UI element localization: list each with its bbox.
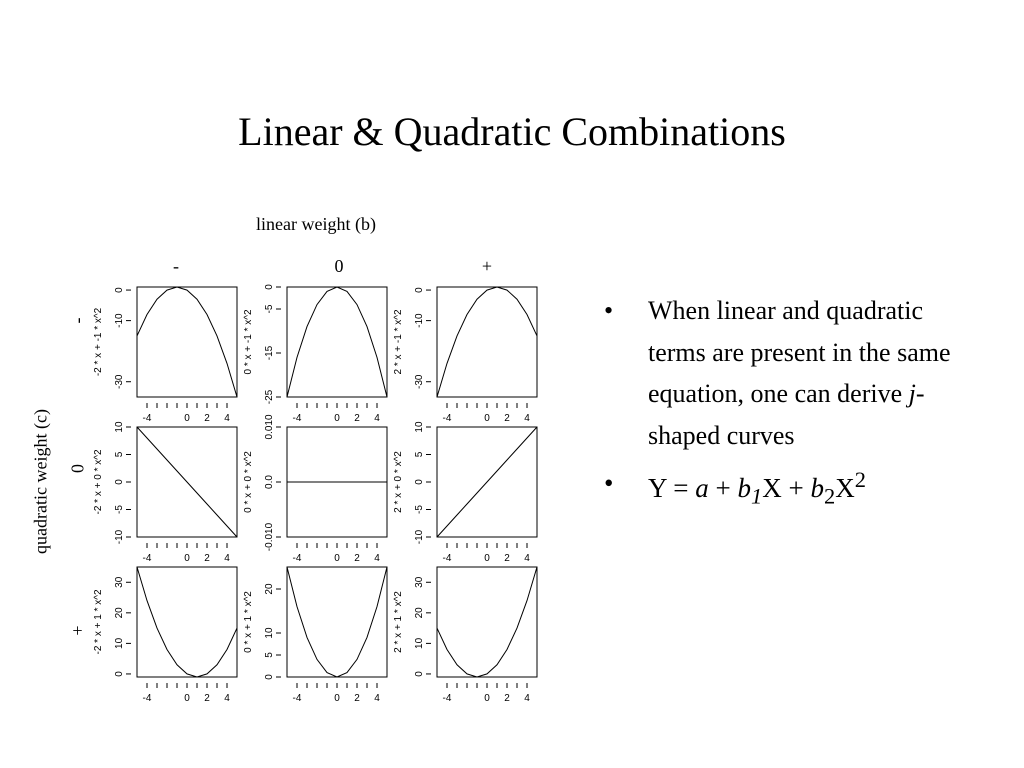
x-tick-label: 2	[204, 693, 210, 704]
x-tick-label: -4	[442, 693, 452, 704]
x-tick-label: 0	[484, 553, 490, 564]
y-tick-label: -25	[264, 389, 275, 405]
eq-b1: b	[737, 473, 751, 504]
y-tick-label: -5	[264, 304, 275, 314]
y-tick-label: 0	[114, 671, 125, 677]
series-line	[137, 427, 237, 537]
eq-sup-2: 2	[854, 467, 866, 493]
y-axis-label: 2 * x + -1 * x^2	[393, 309, 404, 375]
y-tick-label: 10	[114, 637, 125, 649]
y-axis-label: 2 * x + 0 * x^2	[393, 451, 404, 513]
x-tick-label: 2	[504, 693, 510, 704]
x-tick-label: 2	[204, 413, 210, 424]
y-tick-label: 0	[414, 287, 425, 293]
y-axis-label: -2 * x + -1 * x^2	[93, 307, 104, 377]
plot-frame	[137, 567, 237, 677]
x-tick-label: 2	[504, 553, 510, 564]
x-tick-label: 0	[334, 693, 340, 704]
bullet-text-tail: -shaped curves	[648, 379, 925, 450]
y-tick-label: -10	[114, 313, 125, 328]
x-tick-label: 4	[374, 413, 380, 424]
eq-a: a	[695, 473, 709, 504]
y-tick-label: 0.010	[264, 414, 275, 440]
row-label-plus: +	[67, 625, 88, 636]
x-tick-label: 2	[354, 553, 360, 564]
series-line	[287, 287, 387, 397]
x-tick-label: 0	[184, 413, 190, 424]
x-tick-label: 2	[354, 693, 360, 704]
bullet-equation	[604, 462, 984, 514]
y-tick-label: 30	[114, 576, 125, 588]
column-label-zero: 0	[334, 256, 344, 276]
x-tick-label: 0	[484, 413, 490, 424]
x-tick-label: 4	[374, 693, 380, 704]
y-tick-label: -10	[414, 313, 425, 328]
y-tick-label: 20	[414, 607, 425, 619]
y-tick-label: 10	[264, 627, 275, 639]
y-axis-label: -2 * x + 1 * x^2	[93, 589, 104, 655]
column-label-minus: -	[173, 256, 179, 276]
eq-y: Y =	[648, 473, 696, 504]
slide-title: Linear & Quadratic Combinations	[238, 109, 786, 154]
y-axis-label: -2 * x + 0 * x^2	[93, 449, 104, 515]
x-tick-label: -4	[442, 413, 452, 424]
y-tick-label: 0	[264, 674, 275, 680]
y-tick-label: 0	[264, 284, 275, 290]
y-tick-label: 30	[414, 576, 425, 588]
y-axis-title: quadratic weight (c)	[30, 409, 51, 554]
series-line	[287, 567, 387, 677]
bullet-dot: •	[604, 296, 614, 325]
x-tick-label: 4	[224, 693, 230, 704]
y-tick-label: 20	[264, 583, 275, 595]
y-tick-label: 0	[414, 479, 425, 485]
y-tick-label: -0.010	[264, 522, 275, 552]
y-tick-label: 0.0	[264, 475, 275, 489]
y-tick-label: 10	[114, 421, 125, 433]
y-tick-label: -5	[414, 505, 425, 514]
y-tick-label: 0	[414, 671, 425, 677]
bullet-list	[604, 290, 984, 521]
bullet-item	[604, 290, 984, 456]
y-axis-label: 0 * x + -1 * x^2	[243, 309, 254, 375]
eq-sub-1: 1	[750, 483, 763, 509]
y-tick-label: -30	[414, 374, 425, 389]
plot-frame	[437, 567, 537, 677]
x-axis-title: linear weight (b)	[256, 214, 376, 234]
y-axis-label: 2 * x + 1 * x^2	[393, 591, 404, 653]
x-tick-label: 2	[204, 553, 210, 564]
y-tick-label: 5	[114, 451, 125, 458]
y-tick-label: 0	[114, 479, 125, 485]
row-label-minus: -	[67, 317, 88, 324]
x-tick-label: 4	[224, 413, 230, 424]
eq-plus: +	[708, 473, 738, 504]
y-tick-label: 5	[414, 451, 425, 458]
x-tick-label: 4	[224, 553, 230, 564]
column-label-plus: +	[481, 256, 493, 276]
x-tick-label: 0	[484, 693, 490, 704]
series-line	[137, 287, 237, 397]
eq-sub-2: 2	[823, 483, 836, 509]
eq-x1: X +	[762, 473, 811, 504]
x-tick-label: 0	[334, 553, 340, 564]
y-tick-label: 20	[114, 607, 125, 619]
y-tick-label: 10	[414, 637, 425, 649]
series-line	[437, 427, 537, 537]
x-tick-label: -4	[142, 553, 152, 564]
series-line	[437, 287, 537, 397]
eq-b2: b	[810, 473, 824, 504]
y-tick-label: -10	[114, 529, 125, 545]
row-label-zero: 0	[67, 464, 88, 473]
y-tick-label: 10	[414, 421, 425, 433]
x-tick-label: 4	[524, 553, 530, 564]
x-tick-label: -4	[442, 553, 452, 564]
y-axis-label: 0 * x + 0 * x^2	[243, 451, 254, 513]
bullet-italic-j: j	[908, 379, 916, 409]
y-tick-label: -15	[264, 345, 275, 361]
series-line	[137, 567, 237, 677]
x-tick-label: 4	[524, 413, 530, 424]
x-tick-label: 0	[184, 693, 190, 704]
y-tick-label: 5	[264, 652, 275, 658]
x-tick-label: 2	[354, 413, 360, 424]
bullet-text: When linear and quadratic terms are present in the same equation, one can derive	[648, 296, 951, 409]
x-tick-label: 0	[184, 553, 190, 564]
x-tick-label: 4	[524, 693, 530, 704]
x-tick-label: -4	[292, 413, 302, 424]
plot-frame	[137, 287, 237, 397]
x-tick-label: -4	[142, 693, 152, 704]
eq-x2: X	[835, 473, 855, 504]
y-tick-label: -30	[114, 374, 125, 389]
x-tick-label: 0	[334, 413, 340, 424]
y-axis-label: 0 * x + 1 * x^2	[243, 591, 254, 653]
x-tick-label: 2	[504, 413, 510, 424]
y-tick-label: -10	[414, 529, 425, 545]
plot-frame	[437, 287, 537, 397]
y-tick-label: -5	[114, 505, 125, 514]
y-tick-label: 0	[114, 287, 125, 293]
x-tick-label: -4	[292, 553, 302, 564]
series-line	[437, 567, 537, 677]
x-tick-label: -4	[142, 413, 152, 424]
x-tick-label: 4	[374, 553, 380, 564]
bullet-dot: •	[604, 468, 614, 499]
x-tick-label: -4	[292, 693, 302, 704]
